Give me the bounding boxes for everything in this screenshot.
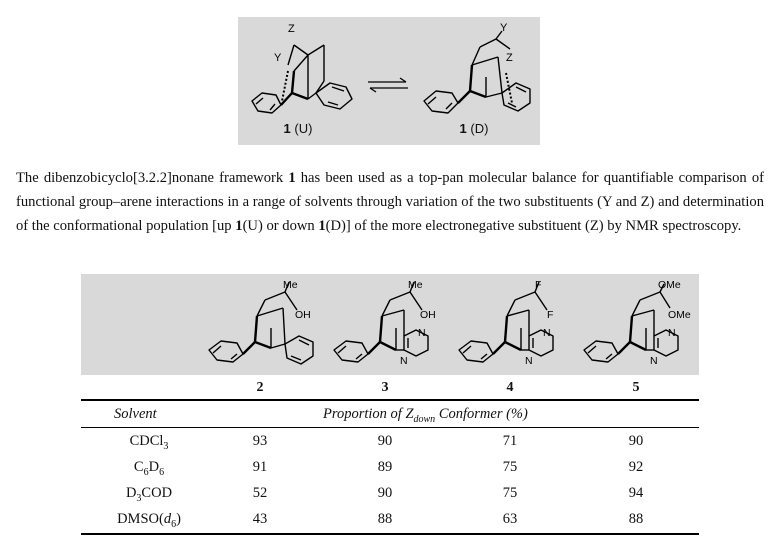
compound-3-side-substituent: OH: [420, 309, 436, 321]
table-cell: 94: [628, 485, 644, 501]
compound-2-top-substituent: Me: [283, 279, 298, 291]
proportion-header: Proportion of $Z_{down}$ Conformer (%): [323, 406, 528, 425]
compound-5-side-substituent: OMe: [668, 309, 691, 321]
table-cell: 71: [502, 433, 518, 449]
compound-number-2: 2: [256, 380, 264, 395]
table-cell: 91: [252, 459, 268, 475]
solvent-d3cod: $D_3COD$: [125, 485, 173, 504]
substituent-y-up: Y: [274, 52, 282, 64]
table-cell: 93: [252, 433, 268, 449]
compound-4-side-substituent: F: [547, 309, 554, 321]
solvent-header: Solvent: [114, 406, 157, 422]
compound-4-top-substituent: F: [535, 279, 542, 291]
substituent-y-down: Y: [500, 22, 508, 34]
structure-compound-2: [205, 278, 320, 377]
solvent-cdcl3: CDCl$_3$: [129, 433, 169, 452]
structure-1-up: [248, 19, 358, 131]
table-top-rule: [81, 399, 699, 401]
table-cell: 89: [377, 459, 393, 475]
equilibrium-scheme: [238, 17, 540, 145]
compound-4-nitrogen-bottom: N: [525, 355, 533, 367]
table-cell: 88: [628, 511, 644, 527]
description-paragraph: The dibenzobicyclo[3.2.2]nonane framework 1 has been used as a top-pan molecular balance for quantifiable comparison of functional group–arene interactions in a range of solvents through variation of the two substituents (Y and Z) and determination of the conformational population [up 1(U) or down 1(D)] of the more electronegative substituent (Z) by NMR spectroscopy.: [16, 170, 764, 234]
table-cell: 88: [377, 511, 393, 527]
table-cell: 43: [252, 511, 268, 527]
structure-compound-5: [580, 278, 698, 377]
equilibrium-arrows-icon: [366, 75, 410, 95]
table-cell: 75: [502, 459, 518, 475]
structure-compound-4: [455, 278, 570, 377]
compound-4-nitrogen-top: N: [543, 327, 551, 339]
solvent-c6d6: $C_6D_6$: [133, 459, 165, 478]
compound-3-nitrogen-top: N: [418, 327, 426, 339]
table-cell: 63: [502, 511, 518, 527]
table-cell: 90: [377, 433, 393, 449]
structure-compound-3: [330, 278, 445, 377]
table-cell: 90: [628, 433, 644, 449]
structure-1-down: [418, 19, 533, 131]
table-cell: 52: [252, 485, 268, 501]
compound-5-top-substituent: OMe: [658, 279, 681, 291]
compound-2-side-substituent: OH: [295, 309, 311, 321]
substituent-z-up: Z: [288, 23, 295, 35]
compound-3-top-substituent: Me: [408, 279, 423, 291]
label-1-up: 1 (U): [283, 121, 313, 136]
compound-5-nitrogen-bottom: N: [650, 355, 658, 367]
compound-number-3: 3: [381, 380, 389, 395]
compound-3-nitrogen-bottom: N: [400, 355, 408, 367]
solvent-dmso-d6: $DMSO(d_6)$: [117, 511, 181, 530]
table-bottom-rule: [81, 533, 699, 535]
label-1-down: 1 (D): [459, 121, 489, 136]
table-cell: 92: [628, 459, 644, 475]
compound-number-5: 5: [632, 380, 640, 395]
compound-5-nitrogen-top: N: [668, 327, 676, 339]
compound-number-4: 4: [506, 380, 514, 395]
table-cell: 90: [377, 485, 393, 501]
table-header-rule: [81, 427, 699, 428]
substituent-z-down: Z: [506, 52, 513, 64]
table-cell: 75: [502, 485, 518, 501]
